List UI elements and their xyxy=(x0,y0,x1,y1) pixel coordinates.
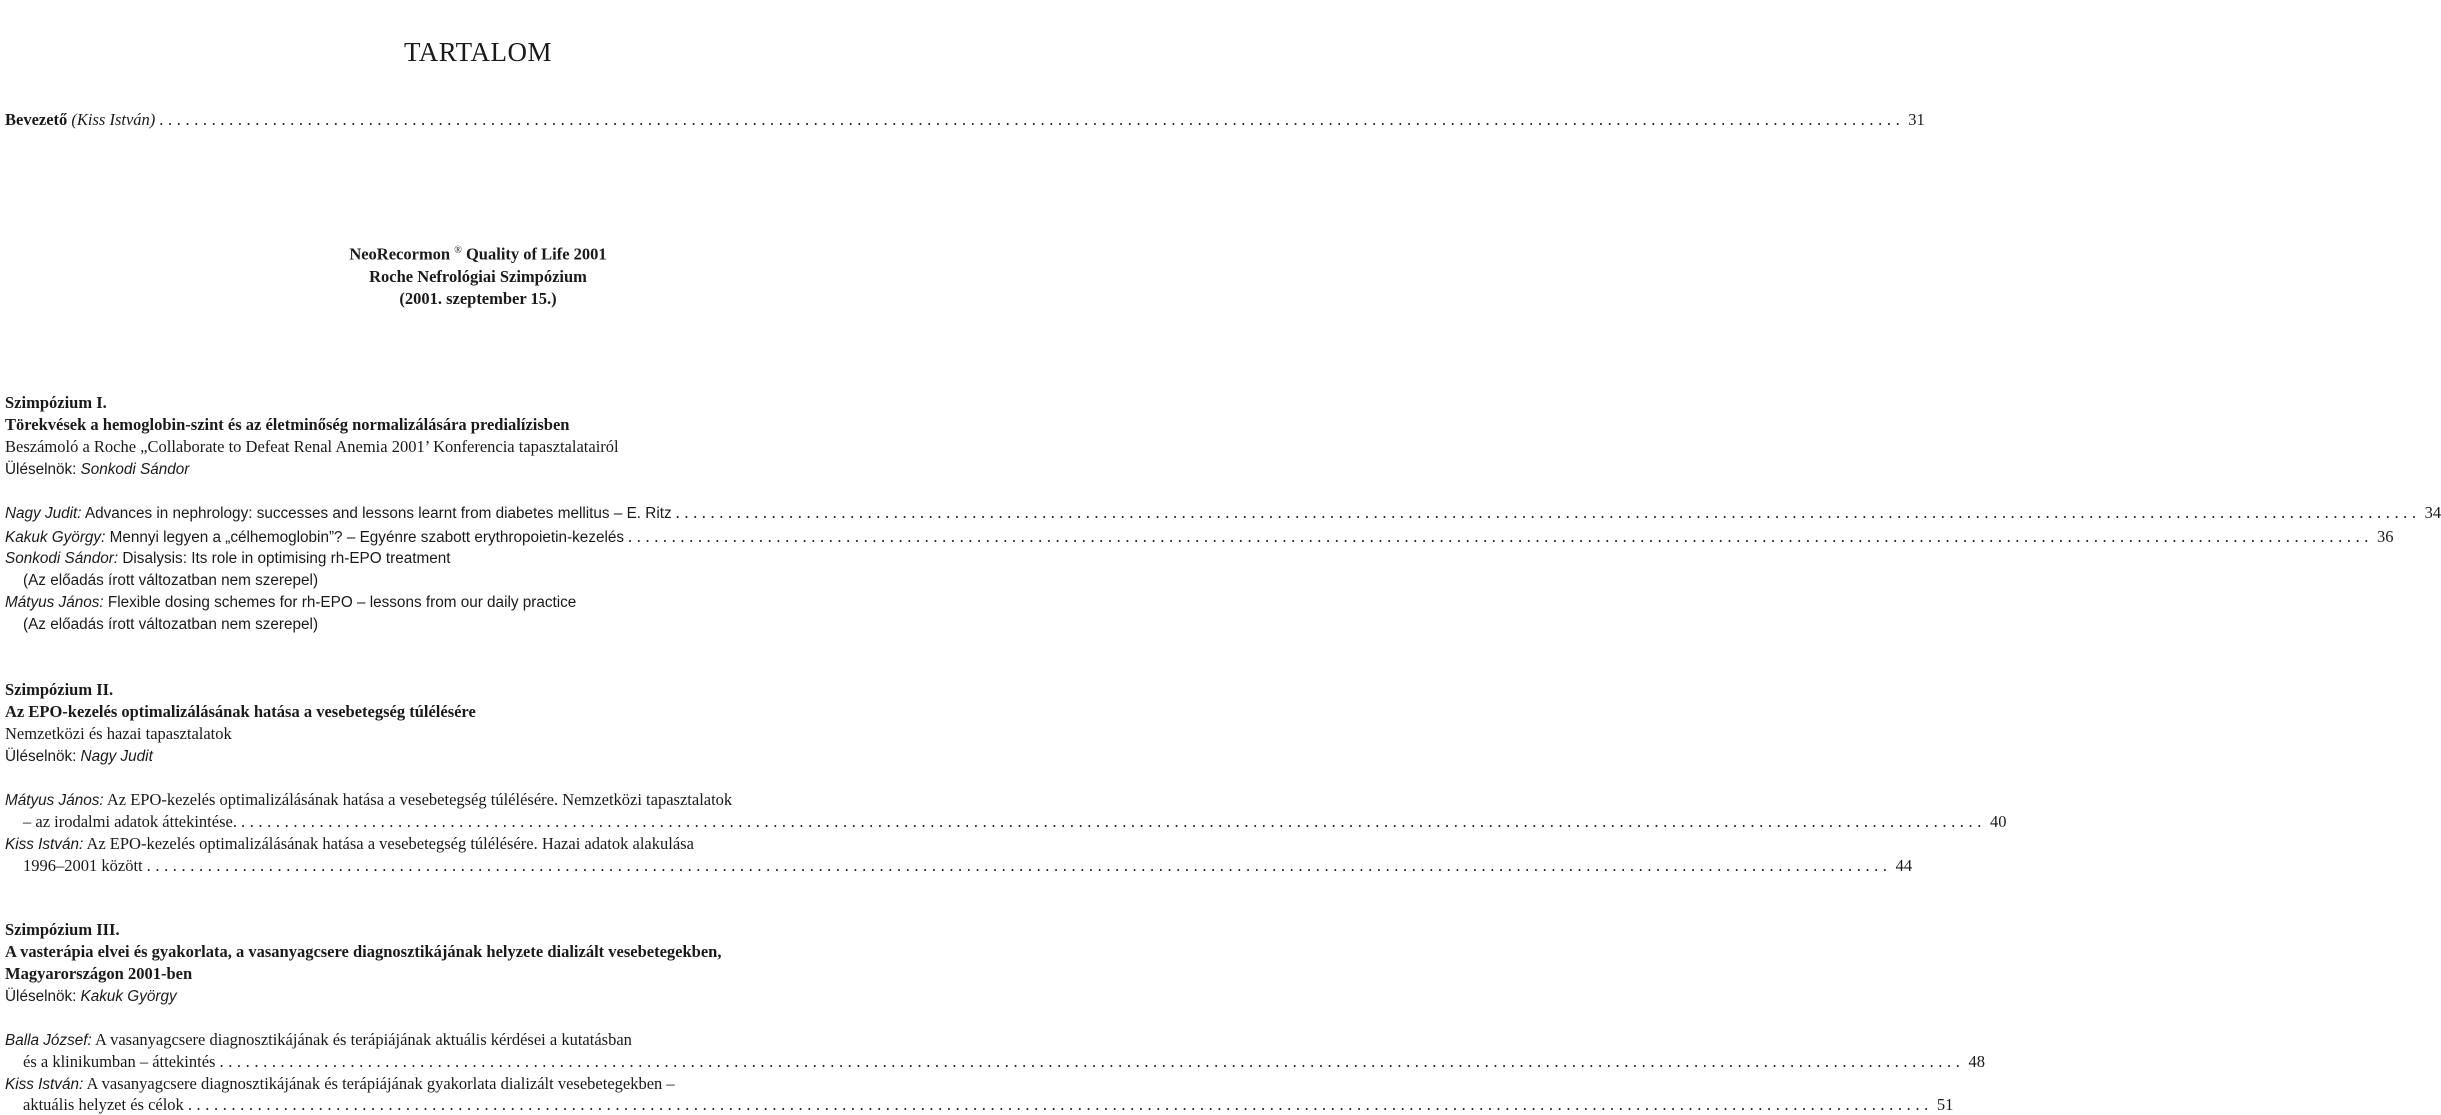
entry-title: Flexible dosing schemes for rh-EPO – lessons from our daily practice xyxy=(107,594,577,611)
entry-author: Mátyus János: xyxy=(5,594,104,611)
leader-dots: ........................................................................................................................................................................................................ xyxy=(240,812,1986,831)
registered-mark: ® xyxy=(454,245,462,256)
page-number: 48 xyxy=(1968,1052,1985,1071)
page-title: TARTALOM xyxy=(403,37,553,67)
leader-dots: ........................................................................................................................................................................................................ xyxy=(628,527,2374,546)
page-number: 40 xyxy=(1989,812,2007,831)
event-line-2: Roche Nefrológiai Szimpózium xyxy=(369,266,587,286)
toc-entry[interactable] xyxy=(5,790,732,811)
section-title-3: A vasterápia elvei és gyakorlata, a vasanyagcsere diagnosztikájának helyzete dializált vesebetegekben, xyxy=(5,942,722,961)
leader-dots: ........................................................................................................................................................................................................ xyxy=(159,110,1905,129)
entry-title: Az EPO-kezelés optimalizálásának hatása a vesebetegség túlélésére. Hazai adatok alakulása xyxy=(86,834,694,853)
entry-author: Mátyus János: xyxy=(5,792,104,809)
section-title-3-cont: Magyarországon 2001-ben xyxy=(5,964,193,983)
leader-dots: ........................................................................................................................................................................................................ xyxy=(675,503,2421,522)
entry-author: Kiss István: xyxy=(5,1076,84,1093)
chair-name: Nagy Judit xyxy=(80,748,153,765)
chair-name: Kakuk György xyxy=(80,988,177,1005)
page-number: 44 xyxy=(1895,856,1913,875)
section-heading-2: Szimpózium II. xyxy=(5,680,114,699)
entry-title: Disalysis: Its role in optimising rh-EPO treatment xyxy=(122,550,451,567)
chair-name: Sonkodi Sándor xyxy=(80,461,190,478)
event-line-1: NeoRecormon ® Quality of Life 2001 xyxy=(349,244,607,264)
toc-entry-intro[interactable] xyxy=(5,110,1925,130)
entry-note: (Az előadás írott változatban nem szerepel) xyxy=(23,616,319,633)
entry-title: Az EPO-kezelés optimalizálásának hatása a vesebetegség túlélésére. Nemzetközi tapasztalatok xyxy=(106,790,733,809)
page-number: 36 xyxy=(2377,527,2394,546)
entry-title-cont: – az irodalmi adatok áttekintése. xyxy=(23,812,237,831)
toc-entry-cont[interactable] xyxy=(23,856,1913,876)
entry-title-cont: – Egyénre szabott erythropoietin-kezelés xyxy=(346,529,625,546)
entry-author: Nagy Judit: xyxy=(5,505,82,522)
chair-line-1: Üléselnök: Sonkodi Sándor xyxy=(5,461,190,478)
entry-title-cont: 1996–2001 között xyxy=(23,856,143,875)
entry-title-cont: és a klinikumban – áttekintés xyxy=(23,1052,216,1071)
toc-entry[interactable] xyxy=(5,834,694,855)
entry-author: Sonkodi Sándor: xyxy=(5,550,119,567)
entry-author: Kakuk György: xyxy=(5,529,106,546)
toc-entry[interactable] xyxy=(5,549,451,569)
chair-line-2: Üléselnök: Nagy Judit xyxy=(5,748,153,765)
section-title-1: Törekvések a hemoglobin-szint és az életminőség normalizálására predialízisben xyxy=(5,415,570,434)
page-number: 51 xyxy=(1936,1095,1954,1114)
entry-title: A vasanyagcsere diagnosztikájának és terápiájának gyakorlata dializált vesebetegekben – xyxy=(86,1074,675,1093)
intro-author: (Kiss István) xyxy=(71,110,156,129)
section-title-2: Az EPO-kezelés optimalizálásának hatása a vesebetegség túlélésére xyxy=(5,702,476,721)
intro-label: Bevezető xyxy=(5,110,68,129)
leader-dots: ........................................................................................................................................................................................................ xyxy=(187,1095,1933,1114)
event-block xyxy=(5,240,951,310)
toc-entry-cont[interactable] xyxy=(23,1052,1985,1072)
section-subtitle-2: Nemzetközi és hazai tapasztalatok xyxy=(5,724,232,743)
page-number: 31 xyxy=(1908,110,1925,129)
page-number: 34 xyxy=(2424,503,2441,522)
section-heading-3: Szimpózium III. xyxy=(5,920,120,939)
leader-dots: ........................................................................................................................................................................................................ xyxy=(146,856,1892,875)
toc-entry[interactable] xyxy=(5,1030,632,1051)
entry-author: Balla József: xyxy=(5,1032,92,1049)
toc-entry-cont[interactable] xyxy=(23,812,2007,832)
toc-entry[interactable] xyxy=(5,593,576,613)
event-line-3: (2001. szeptember 15.) xyxy=(399,288,557,308)
section-heading-1: Szimpózium I. xyxy=(5,393,107,412)
entry-title-cont: aktuális helyzet és célok xyxy=(23,1095,184,1114)
toc-entry[interactable] xyxy=(5,1074,675,1095)
entry-title: Mennyi legyen a „célhemoglobin”? xyxy=(109,529,343,546)
entry-author: Kiss István: xyxy=(5,836,84,853)
toc-entry[interactable] xyxy=(5,503,2441,524)
entry-title: Advances in nephrology: successes and lessons learnt from diabetes mellitus – E. Ritz xyxy=(84,505,672,522)
entry-note: (Az előadás írott változatban nem szerepel) xyxy=(23,572,319,589)
toc-entry[interactable] xyxy=(5,527,2394,548)
section-subtitle-1: Beszámoló a Roche „Collaborate to Defeat Renal Anemia 2001’ Konferencia tapasztalatairól xyxy=(5,437,619,456)
toc-entry-cont[interactable] xyxy=(23,1095,1954,1115)
entry-title: A vasanyagcsere diagnosztikájának és terápiájának aktuális kérdései a kutatásban xyxy=(94,1030,632,1049)
chair-line-3: Üléselnök: Kakuk György xyxy=(5,988,177,1005)
leader-dots: ........................................................................................................................................................................................................ xyxy=(219,1052,1965,1071)
